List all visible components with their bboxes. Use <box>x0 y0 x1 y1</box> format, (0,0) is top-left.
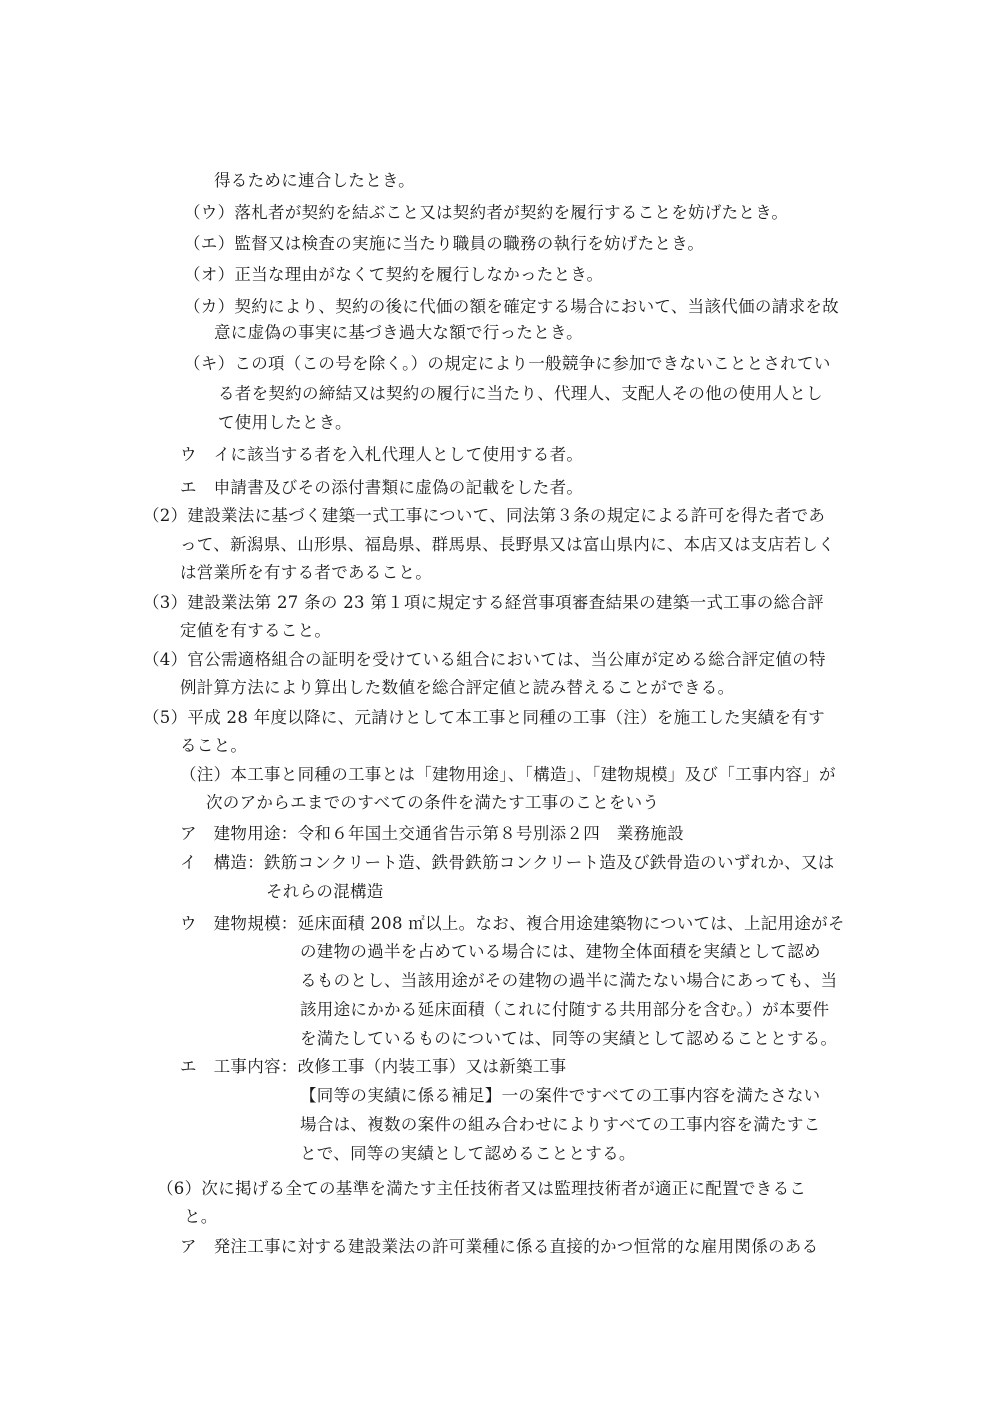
text-line: エ 工事内容：改修工事（内装工事）又は新築工事 <box>180 1057 567 1076</box>
text-line: （2）建設業法に基づく建築一式工事について、同法第３条の規定による許可を得た者であ <box>143 506 826 525</box>
text-line: ア 発注工事に対する建設業法の許可業種に係る直接的かつ恒常的な雇用関係のある <box>180 1237 819 1256</box>
text-line: 例計算方法により算出した数値を総合評定値と読み替えることができる。 <box>180 678 735 697</box>
text-line: るものとし、当該用途がその建物の過半に満たない場合にあっても、当 <box>300 971 838 990</box>
text-line: エ 申請書及びその添付書類に虚偽の記載をした者。 <box>180 478 584 497</box>
text-line: と。 <box>184 1207 218 1226</box>
text-line: とで、同等の実績として認めることとする。 <box>300 1144 636 1163</box>
text-line: （オ）正当な理由がなくて契約を履行しなかったとき。 <box>184 265 604 284</box>
text-line: （6）次に掲げる全ての基準を満たす主任技術者又は監理技術者が適正に配置できるこ <box>157 1179 807 1198</box>
text-line: 該用途にかかる延床面積（これに付随する共用部分を含む。）が本要件 <box>300 1000 830 1019</box>
text-line: 得るために連合したとき。 <box>214 171 415 190</box>
text-line: は営業所を有する者であること。 <box>180 563 432 582</box>
text-line: 意に虚偽の事実に基づき過大な額で行ったとき。 <box>214 323 583 342</box>
text-line: る者を契約の締結又は契約の履行に当たり、代理人、支配人その他の使用人とし <box>218 384 823 403</box>
text-line: の建物の過半を占めている場合には、建物全体面積を実績として認め <box>300 942 821 961</box>
text-line: ウ 建物規模：延床面積 208 ㎡以上。なお、複合用途建築物については、上記用途がそ <box>180 914 845 933</box>
text-line: 場合は、複数の案件の組み合わせによりすべての工事内容を満たすこ <box>300 1115 821 1134</box>
text-line: （カ）契約により、契約の後に代価の額を確定する場合において、当該代価の請求を故 <box>184 297 839 316</box>
text-line: （ウ）落札者が契約を結ぶこと又は契約者が契約を履行することを妨げたとき。 <box>184 203 789 222</box>
text-line: ア 建物用途：令和６年国土交通省告示第８号別添２四 業務施設 <box>180 824 684 843</box>
text-line: イ 構造：鉄筋コンクリート造、鉄骨鉄筋コンクリート造及び鉄骨造のいずれか、又は <box>180 853 835 872</box>
text-line: を満たしているものについては、同等の実績として認めることとする。 <box>300 1029 838 1048</box>
text-line: て使用したとき。 <box>218 413 352 432</box>
text-line: （エ）監督又は検査の実施に当たり職員の職務の執行を妨げたとき。 <box>184 234 705 253</box>
text-line: （注）本工事と同種の工事とは「建物用途」、「構造」、「建物規模」及び「工事内容」が <box>180 765 836 784</box>
text-line: （5）平成 28 年度以降に、元請けとして本工事と同種の工事（注）を施工した実績を有す <box>143 708 825 727</box>
text-line: （4）官公需適格組合の証明を受けている組合においては、当公庫が定める総合評定値の特 <box>143 650 826 669</box>
text-line: ること。 <box>180 736 248 755</box>
text-line: （キ）この項（この号を除く。）の規定により一般競争に参加できないこととされてい <box>184 354 831 373</box>
text-line: それらの混構造 <box>266 882 384 901</box>
text-line: って、新潟県、山形県、福島県、群馬県、長野県又は富山県内に、本店又は支店若しく <box>180 535 835 554</box>
text-line: ウ イに該当する者を入札代理人として使用する者。 <box>180 445 584 464</box>
text-line: 定値を有すること。 <box>180 621 332 640</box>
text-line: （3）建設業法第 27 条の 23 第１項に規定する経営事項審査結果の建築一式工事の総合評 <box>143 593 824 612</box>
text-line: 次のアからエまでのすべての条件を満たす工事のことをいう <box>206 793 660 812</box>
text-line: 【同等の実績に係る補足】一の案件ですべての工事内容を満たさない <box>300 1086 821 1105</box>
